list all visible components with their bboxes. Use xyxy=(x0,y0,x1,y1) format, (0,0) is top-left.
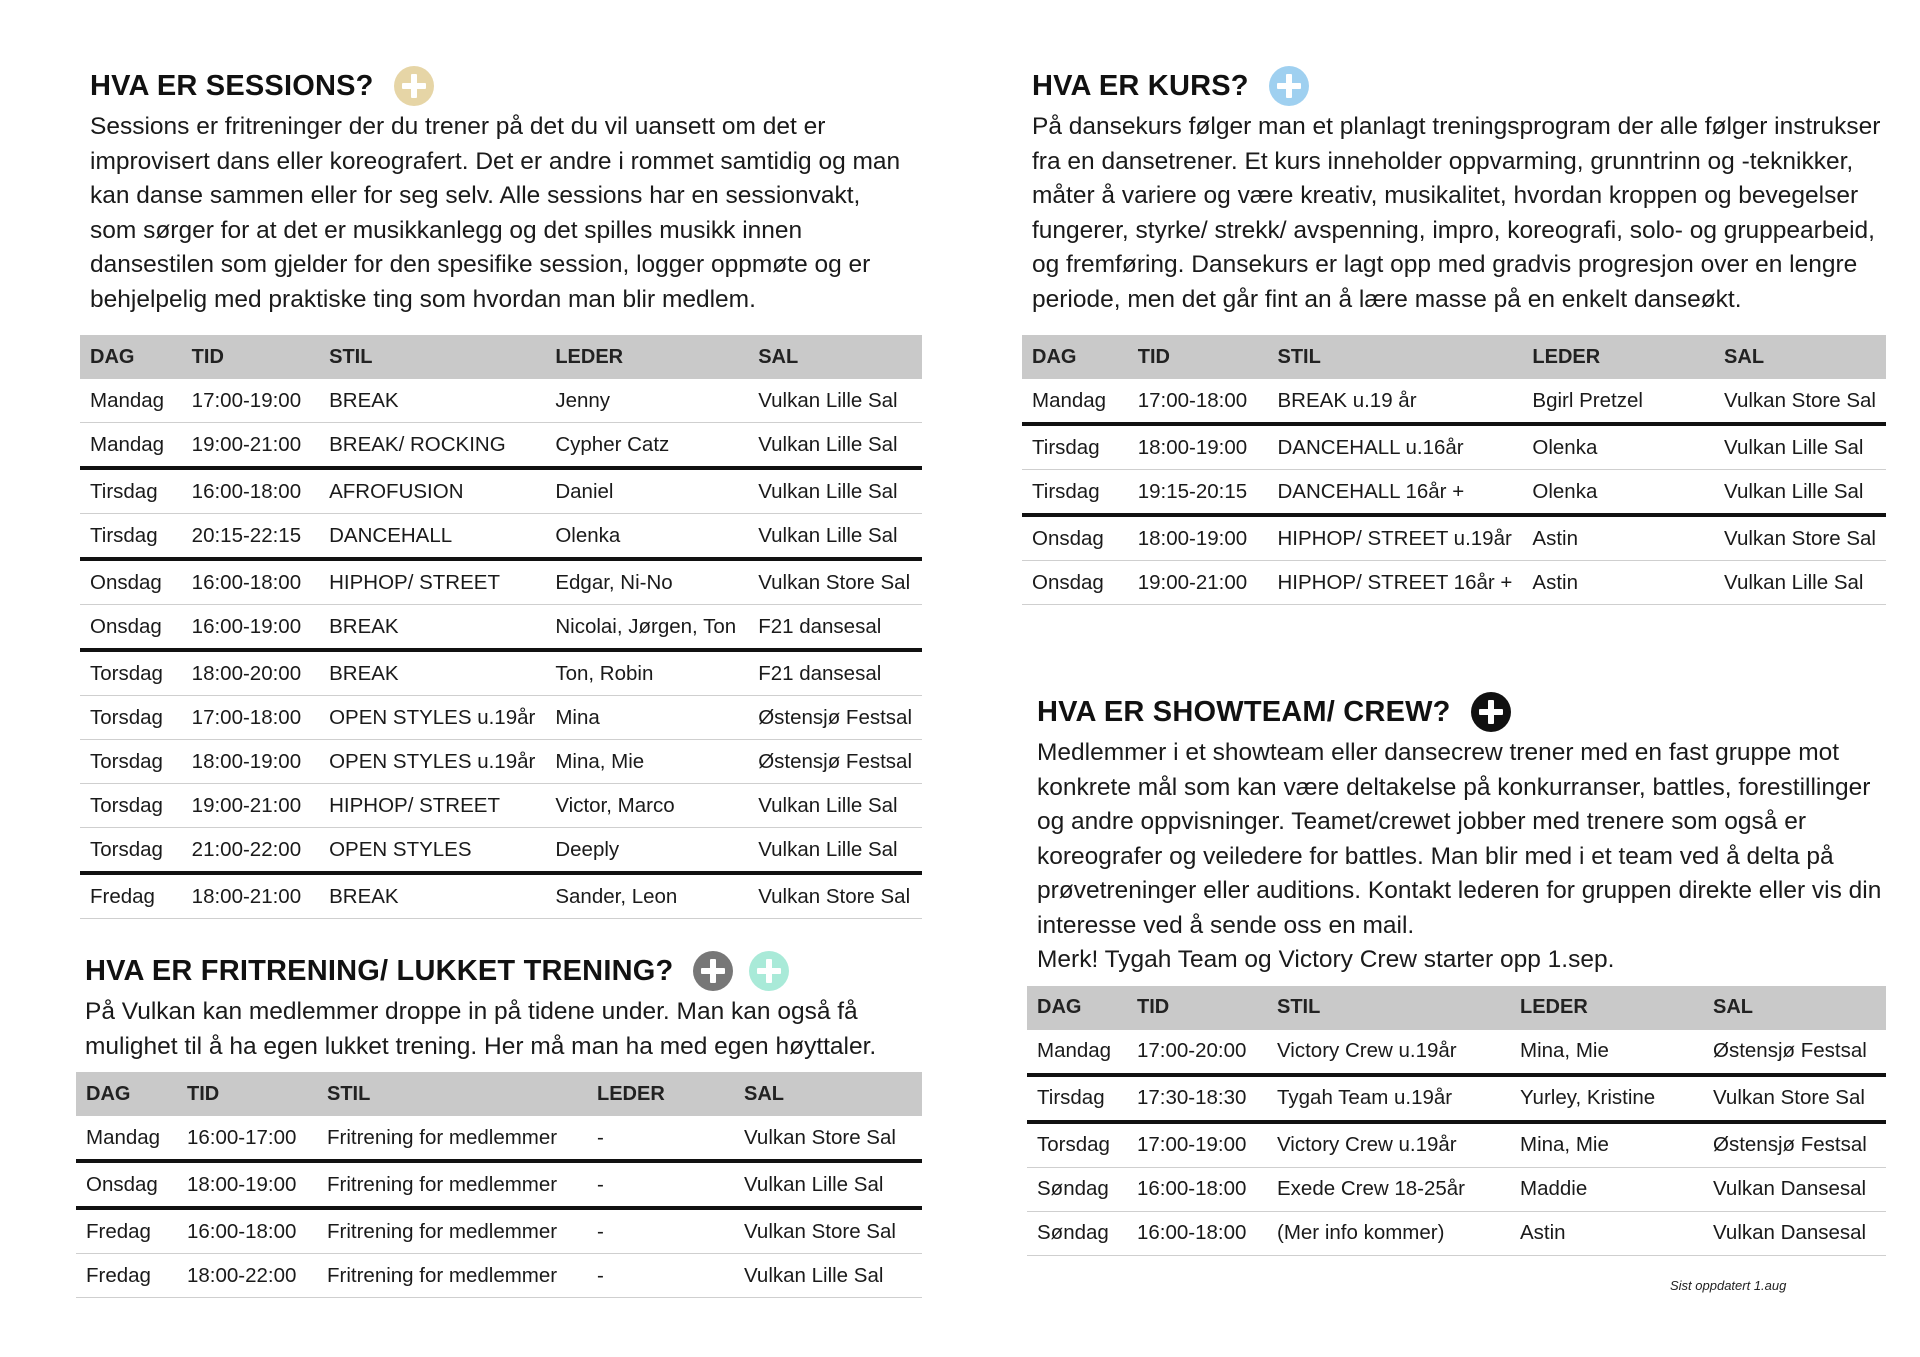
table-row xyxy=(80,423,922,469)
cell-stil: OPEN STYLES xyxy=(319,828,545,874)
column-header: TID xyxy=(1128,335,1268,379)
cell-sal: F21 dansesal xyxy=(748,605,922,651)
column-header: LEDER xyxy=(1522,335,1714,379)
cell-tid: 17:00-20:00 xyxy=(1127,1030,1267,1075)
fritrening-table xyxy=(76,1072,922,1298)
cell-dag: Mandag xyxy=(80,379,182,423)
cell-tid: 18:00-22:00 xyxy=(177,1254,317,1298)
cell-stil: AFROFUSION xyxy=(319,468,545,514)
cell-tid: 18:00-19:00 xyxy=(1128,424,1268,470)
showteam-section xyxy=(1027,688,1886,1256)
cell-leder: Nicolai, Jørgen, Ton xyxy=(545,605,748,651)
table-row xyxy=(80,559,922,605)
cell-sal: Vulkan Store Sal xyxy=(748,873,922,919)
column-header: DAG xyxy=(1022,335,1128,379)
column-header: SAL xyxy=(748,335,922,379)
cell-dag: Mandag xyxy=(1022,379,1128,424)
cell-leder: Victor, Marco xyxy=(545,784,748,828)
plus-circle-icon xyxy=(394,66,434,106)
cell-tid: 19:15-20:15 xyxy=(1128,470,1268,516)
cell-dag: Torsdag xyxy=(80,784,182,828)
plus-circle-icon xyxy=(1269,66,1309,106)
cell-stil: BREAK/ ROCKING xyxy=(319,423,545,469)
cell-leder: Jenny xyxy=(545,379,748,423)
cell-leder: Maddie xyxy=(1510,1167,1703,1211)
cell-stil: Fritrening for medlemmer xyxy=(317,1161,587,1208)
sessions-heading xyxy=(90,62,922,110)
cell-sal: Vulkan Lille Sal xyxy=(734,1161,922,1208)
cell-leder: Yurley, Kristine xyxy=(1510,1075,1703,1122)
cell-stil: BREAK xyxy=(319,379,545,423)
cell-sal: Østensjø Festsal xyxy=(748,740,922,784)
table-row xyxy=(76,1116,922,1161)
cell-stil: BREAK u.19 år xyxy=(1268,379,1523,424)
cell-sal: Vulkan Lille Sal xyxy=(748,514,922,560)
cell-dag: Torsdag xyxy=(80,828,182,874)
cell-stil: Exede Crew 18-25år xyxy=(1267,1167,1510,1211)
table-row xyxy=(80,514,922,560)
cell-stil: Victory Crew u.19år xyxy=(1267,1122,1510,1168)
cell-tid: 20:15-22:15 xyxy=(182,514,319,560)
table-row xyxy=(80,784,922,828)
column-header: DAG xyxy=(80,335,182,379)
cell-sal: Vulkan Store Sal xyxy=(1714,379,1886,424)
cell-dag: Tirsdag xyxy=(1022,470,1128,516)
table-row xyxy=(1022,424,1886,470)
cell-tid: 21:00-22:00 xyxy=(182,828,319,874)
kurs-heading xyxy=(1032,62,1886,110)
column-header: STIL xyxy=(319,335,545,379)
table-header-row xyxy=(80,335,922,379)
table-row xyxy=(80,696,922,740)
table-row xyxy=(76,1254,922,1298)
table-row xyxy=(80,379,922,423)
cell-leder: Mina, Mie xyxy=(1510,1030,1703,1075)
sessions-section xyxy=(80,62,922,919)
sessions-description: Sessions er fritreninger der du trener på det du vil uansett om det er improvisert dans eller koreografert. Det er andre i rommet samtidig og man kan danse sammen eller for seg selv. Alle sessions har en sessionvakt, som sørger for at det er musikkanlegg og det spilles musikk innen dansestilen som gjelder for den spesifike session, logger oppmøte og er behjelpelig med praktiske ting som hvordan man blir medlem. xyxy=(90,113,901,313)
cell-leder: Ton, Robin xyxy=(545,650,748,696)
column-header: LEDER xyxy=(587,1072,734,1116)
cell-dag: Onsdag xyxy=(1022,561,1128,605)
cell-dag: Onsdag xyxy=(80,559,182,605)
cell-tid: 19:00-21:00 xyxy=(182,784,319,828)
cell-stil: BREAK xyxy=(319,650,545,696)
cell-leder: - xyxy=(587,1161,734,1208)
cell-tid: 18:00-19:00 xyxy=(177,1161,317,1208)
cell-leder: Astin xyxy=(1522,515,1714,561)
cell-dag: Søndag xyxy=(1027,1167,1127,1211)
table-row xyxy=(76,1208,922,1254)
table-row xyxy=(1027,1030,1886,1075)
cell-sal: Vulkan Dansesal xyxy=(1703,1211,1886,1255)
cell-tid: 19:00-21:00 xyxy=(182,423,319,469)
cell-sal: Vulkan Dansesal xyxy=(1703,1167,1886,1211)
table-row xyxy=(80,605,922,651)
column-header: SAL xyxy=(1714,335,1886,379)
cell-dag: Mandag xyxy=(80,423,182,469)
column-header: SAL xyxy=(734,1072,922,1116)
plus-circle-icon xyxy=(749,951,789,991)
table-row xyxy=(76,1161,922,1208)
cell-stil: OPEN STYLES u.19år xyxy=(319,740,545,784)
table-row xyxy=(1022,515,1886,561)
column-header: LEDER xyxy=(1510,986,1703,1030)
last-updated-note: Sist oppdatert 1.aug xyxy=(1670,1278,1787,1293)
table-row xyxy=(1022,470,1886,516)
kurs-table xyxy=(1022,335,1886,605)
cell-stil: BREAK xyxy=(319,605,545,651)
cell-sal: Vulkan Lille Sal xyxy=(1714,424,1886,470)
cell-sal: Vulkan Store Sal xyxy=(748,559,922,605)
table-header-row xyxy=(1027,986,1886,1030)
cell-leder: Deeply xyxy=(545,828,748,874)
cell-dag: Onsdag xyxy=(76,1161,177,1208)
cell-leder: Olenka xyxy=(1522,424,1714,470)
cell-sal: Vulkan Store Sal xyxy=(734,1116,922,1161)
cell-tid: 17:30-18:30 xyxy=(1127,1075,1267,1122)
cell-stil: BREAK xyxy=(319,873,545,919)
table-row xyxy=(80,650,922,696)
fritrening-title: HVA ER FRITRENING/ LUKKET TRENING? xyxy=(85,954,674,987)
table-row xyxy=(1022,379,1886,424)
cell-dag: Tirsdag xyxy=(1027,1075,1127,1122)
table-row xyxy=(1027,1167,1886,1211)
cell-dag: Fredag xyxy=(80,873,182,919)
cell-sal: Østensjø Festsal xyxy=(1703,1122,1886,1168)
cell-leder: Olenka xyxy=(545,514,748,560)
showteam-title: HVA ER SHOWTEAM/ CREW? xyxy=(1037,695,1451,728)
table-row xyxy=(1027,1211,1886,1255)
cell-sal: Vulkan Lille Sal xyxy=(748,379,922,423)
cell-leder: - xyxy=(587,1208,734,1254)
table-row xyxy=(80,740,922,784)
column-header: STIL xyxy=(317,1072,587,1116)
cell-sal: Vulkan Store Sal xyxy=(734,1208,922,1254)
cell-stil: DANCEHALL u.16år xyxy=(1268,424,1523,470)
cell-tid: 19:00-21:00 xyxy=(1128,561,1268,605)
cell-stil: HIPHOP/ STREET 16år + xyxy=(1268,561,1523,605)
cell-tid: 16:00-18:00 xyxy=(1127,1211,1267,1255)
cell-stil: Tygah Team u.19år xyxy=(1267,1075,1510,1122)
table-row xyxy=(1022,561,1886,605)
cell-stil: DANCEHALL xyxy=(319,514,545,560)
cell-dag: Torsdag xyxy=(80,650,182,696)
kurs-description: På dansekurs følger man et planlagt treningsprogram der alle følger instrukser fra en dansetrener. Et kurs inneholder oppvarming, grunntrinn og -teknikker, måter å variere og være kreativ, musikalitet, hvordan kroppen og bevegelser fungerer, styrke/ strekk/ avspenning, impro, koreografi, solo- og gruppearbeid, og fremføring. Dansekurs er lagt opp med gradvis progresjon over en lengre periode, men det går fint an å lære masse på en enkelt danseøkt. xyxy=(1032,113,1881,313)
cell-tid: 16:00-18:00 xyxy=(1127,1167,1267,1211)
cell-leder: - xyxy=(587,1254,734,1298)
cell-stil: HIPHOP/ STREET xyxy=(319,784,545,828)
plus-circle-icon xyxy=(1471,692,1511,732)
column-header: LEDER xyxy=(545,335,748,379)
plus-circle-icon xyxy=(693,951,733,991)
cell-dag: Torsdag xyxy=(80,740,182,784)
table-row xyxy=(80,873,922,919)
cell-dag: Tirsdag xyxy=(80,468,182,514)
cell-tid: 17:00-19:00 xyxy=(1127,1122,1267,1168)
cell-leder: Astin xyxy=(1522,561,1714,605)
cell-leder: Bgirl Pretzel xyxy=(1522,379,1714,424)
cell-tid: 18:00-21:00 xyxy=(182,873,319,919)
cell-leder: Olenka xyxy=(1522,470,1714,516)
sessions-table xyxy=(80,335,922,919)
cell-dag: Fredag xyxy=(76,1254,177,1298)
fritrening-heading xyxy=(85,947,922,995)
cell-stil: HIPHOP/ STREET xyxy=(319,559,545,605)
cell-leder: Edgar, Ni-No xyxy=(545,559,748,605)
column-header: TID xyxy=(177,1072,317,1116)
cell-stil: Fritrening for medlemmer xyxy=(317,1208,587,1254)
cell-dag: Tirsdag xyxy=(80,514,182,560)
cell-sal: Østensjø Festsal xyxy=(748,696,922,740)
cell-dag: Tirsdag xyxy=(1022,424,1128,470)
cell-tid: 16:00-19:00 xyxy=(182,605,319,651)
cell-stil: HIPHOP/ STREET u.19år xyxy=(1268,515,1523,561)
cell-sal: Vulkan Lille Sal xyxy=(748,828,922,874)
table-header-row xyxy=(1022,335,1886,379)
cell-tid: 17:00-18:00 xyxy=(1128,379,1268,424)
column-header: STIL xyxy=(1268,335,1523,379)
cell-stil: DANCEHALL 16år + xyxy=(1268,470,1523,516)
table-row xyxy=(80,468,922,514)
cell-leder: Sander, Leon xyxy=(545,873,748,919)
cell-sal: F21 dansesal xyxy=(748,650,922,696)
cell-dag: Fredag xyxy=(76,1208,177,1254)
cell-stil: Victory Crew u.19år xyxy=(1267,1030,1510,1075)
sessions-title: HVA ER SESSIONS? xyxy=(90,69,374,102)
table-row xyxy=(1027,1075,1886,1122)
showteam-table xyxy=(1027,986,1886,1256)
cell-sal: Vulkan Lille Sal xyxy=(748,784,922,828)
showteam-heading xyxy=(1037,688,1886,736)
column-header: TID xyxy=(182,335,319,379)
cell-leder: Mina, Mie xyxy=(1510,1122,1703,1168)
cell-dag: Mandag xyxy=(76,1116,177,1161)
cell-leder: Daniel xyxy=(545,468,748,514)
showteam-note: Merk! Tygah Team og Victory Crew starter opp 1.sep. xyxy=(1037,946,1615,973)
cell-tid: 16:00-18:00 xyxy=(182,559,319,605)
cell-leder: Cypher Catz xyxy=(545,423,748,469)
cell-sal: Vulkan Store Sal xyxy=(1714,515,1886,561)
fritrening-description: På Vulkan kan medlemmer droppe in på tidene under. Man kan også få mulighet til å ha egen lukket trening. Her må man ha med egen høyttaler. xyxy=(85,998,877,1060)
cell-tid: 16:00-18:00 xyxy=(177,1208,317,1254)
cell-leder: Mina, Mie xyxy=(545,740,748,784)
cell-dag: Torsdag xyxy=(80,696,182,740)
cell-stil: Fritrening for medlemmer xyxy=(317,1116,587,1161)
cell-sal: Vulkan Lille Sal xyxy=(1714,470,1886,516)
showteam-description: Medlemmer i et showteam eller dansecrew trener med en fast gruppe mot konkrete mål som kan være deltakelse på konkurranser, battles, forestillinger og andre oppvisninger. Teamet/crewet jobber med trenere som også er koreografer og veiledere for battles. Man blir med i et team ved å delta på prøvetreninger eller auditions. Kontakt lederen for gruppen direkte eller vis din interesse ved å sende oss en mail. Merk! Tygah Team og Victory Crew starter opp 1.sep. xyxy=(1037,736,1882,978)
cell-sal: Østensjø Festsal xyxy=(1703,1030,1886,1075)
cell-dag: Onsdag xyxy=(1022,515,1128,561)
column-header: DAG xyxy=(1027,986,1127,1030)
cell-tid: 18:00-20:00 xyxy=(182,650,319,696)
cell-sal: Vulkan Lille Sal xyxy=(748,423,922,469)
cell-dag: Mandag xyxy=(1027,1030,1127,1075)
cell-sal: Vulkan Lille Sal xyxy=(748,468,922,514)
table-row xyxy=(1027,1122,1886,1168)
kurs-title: HVA ER KURS? xyxy=(1032,69,1249,102)
cell-stil: Fritrening for medlemmer xyxy=(317,1254,587,1298)
cell-dag: Søndag xyxy=(1027,1211,1127,1255)
column-header: TID xyxy=(1127,986,1267,1030)
cell-dag: Onsdag xyxy=(80,605,182,651)
table-row xyxy=(80,828,922,874)
table-header-row xyxy=(76,1072,922,1116)
column-header: SAL xyxy=(1703,986,1886,1030)
cell-tid: 16:00-17:00 xyxy=(177,1116,317,1161)
cell-dag: Torsdag xyxy=(1027,1122,1127,1168)
cell-leder: Astin xyxy=(1510,1211,1703,1255)
column-header: STIL xyxy=(1267,986,1510,1030)
cell-leder: - xyxy=(587,1116,734,1161)
cell-tid: 17:00-18:00 xyxy=(182,696,319,740)
cell-sal: Vulkan Store Sal xyxy=(1703,1075,1886,1122)
column-header: DAG xyxy=(76,1072,177,1116)
cell-stil: (Mer info kommer) xyxy=(1267,1211,1510,1255)
cell-tid: 18:00-19:00 xyxy=(182,740,319,784)
kurs-section xyxy=(1022,62,1886,605)
cell-sal: Vulkan Lille Sal xyxy=(1714,561,1886,605)
cell-tid: 17:00-19:00 xyxy=(182,379,319,423)
fritrening-section xyxy=(76,947,922,1298)
cell-leder: Mina xyxy=(545,696,748,740)
cell-stil: OPEN STYLES u.19år xyxy=(319,696,545,740)
cell-tid: 16:00-18:00 xyxy=(182,468,319,514)
cell-tid: 18:00-19:00 xyxy=(1128,515,1268,561)
cell-sal: Vulkan Lille Sal xyxy=(734,1254,922,1298)
